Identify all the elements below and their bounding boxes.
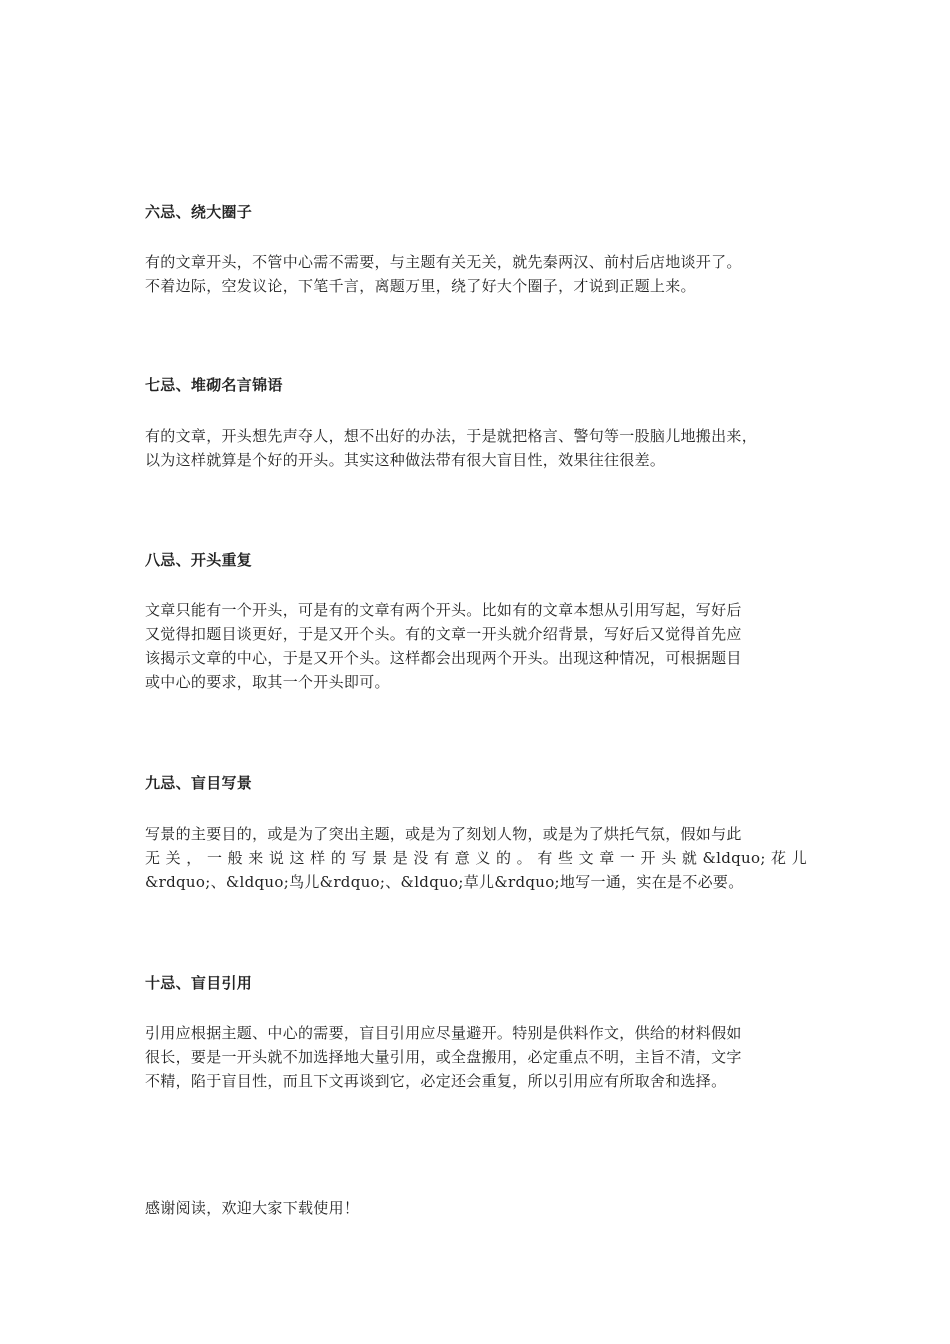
paragraph-line: 引用应根据主题、中心的需要，盲目引用应尽量避开。特别是供料作文，供给的材料假如 bbox=[145, 1024, 742, 1042]
section-heading: 十忌、盲目引用 bbox=[145, 974, 253, 992]
section-paragraph bbox=[145, 598, 742, 694]
section-heading: 八忌、开头重复 bbox=[145, 551, 253, 569]
paragraph-line: 无关，一般来说这样的写景是没有意义的。有些文章一开头就&ldquo;花儿 bbox=[145, 849, 807, 867]
paragraph-line: 或中心的要求，取其一个开头即可。 bbox=[145, 673, 390, 691]
paragraph-line: 很长，要是一开头就不加选择地大量引用，或全盘搬用，必定重点不明，主旨不清，文字 bbox=[145, 1048, 742, 1066]
paragraph-line: &rdquo;、&ldquo;鸟儿&rdquo;、&ldquo;草儿&rdquo;地写一通，实在是不必要。 bbox=[145, 873, 744, 891]
paragraph-line: 有的文章，开头想先声夺人，想不出好的办法，于是就把格言、警句等一股脑儿地搬出来， bbox=[145, 427, 758, 445]
section-paragraph bbox=[145, 250, 742, 298]
paragraph-line: 以为这样就算是个好的开头。其实这种做法带有很大盲目性，效果往往很差。 bbox=[145, 451, 666, 469]
closing-note: 感谢阅读，欢迎大家下载使用！ bbox=[145, 1199, 360, 1217]
section-paragraph bbox=[145, 1021, 742, 1093]
paragraph-line: 该揭示文章的中心，于是又开个头。这样都会出现两个开头。出现这种情况，可根据题目 bbox=[145, 649, 742, 667]
section-heading: 九忌、盲目写景 bbox=[145, 774, 253, 792]
paragraph-line: 写景的主要目的，或是为了突出主题，或是为了刻划人物，或是为了烘托气氛，假如与此 bbox=[145, 825, 742, 843]
section-paragraph bbox=[145, 822, 807, 894]
section-heading: 六忌、绕大圈子 bbox=[145, 203, 253, 221]
paragraph-line: 不着边际，空发议论，下笔千言，离题万里，绕了好大个圈子，才说到正题上来。 bbox=[145, 277, 696, 295]
paragraph-line: 不精，陷于盲目性，而且下文再谈到它，必定还会重复，所以引用应有所取舍和选择。 bbox=[145, 1072, 727, 1090]
section-paragraph bbox=[145, 424, 757, 472]
paragraph-line: 文章只能有一个开头，可是有的文章有两个开头。比如有的文章本想从引用写起，写好后 bbox=[145, 601, 742, 619]
paragraph-line: 有的文章开头，不管中心需不需要，与主题有关无关，就先秦两汉、前村后店地谈开了。 bbox=[145, 253, 742, 271]
paragraph-line: 又觉得扣题目谈更好，于是又开个头。有的文章一开头就介绍背景，写好后又觉得首先应 bbox=[145, 625, 742, 643]
section-heading: 七忌、堆砌名言锦语 bbox=[145, 376, 283, 394]
